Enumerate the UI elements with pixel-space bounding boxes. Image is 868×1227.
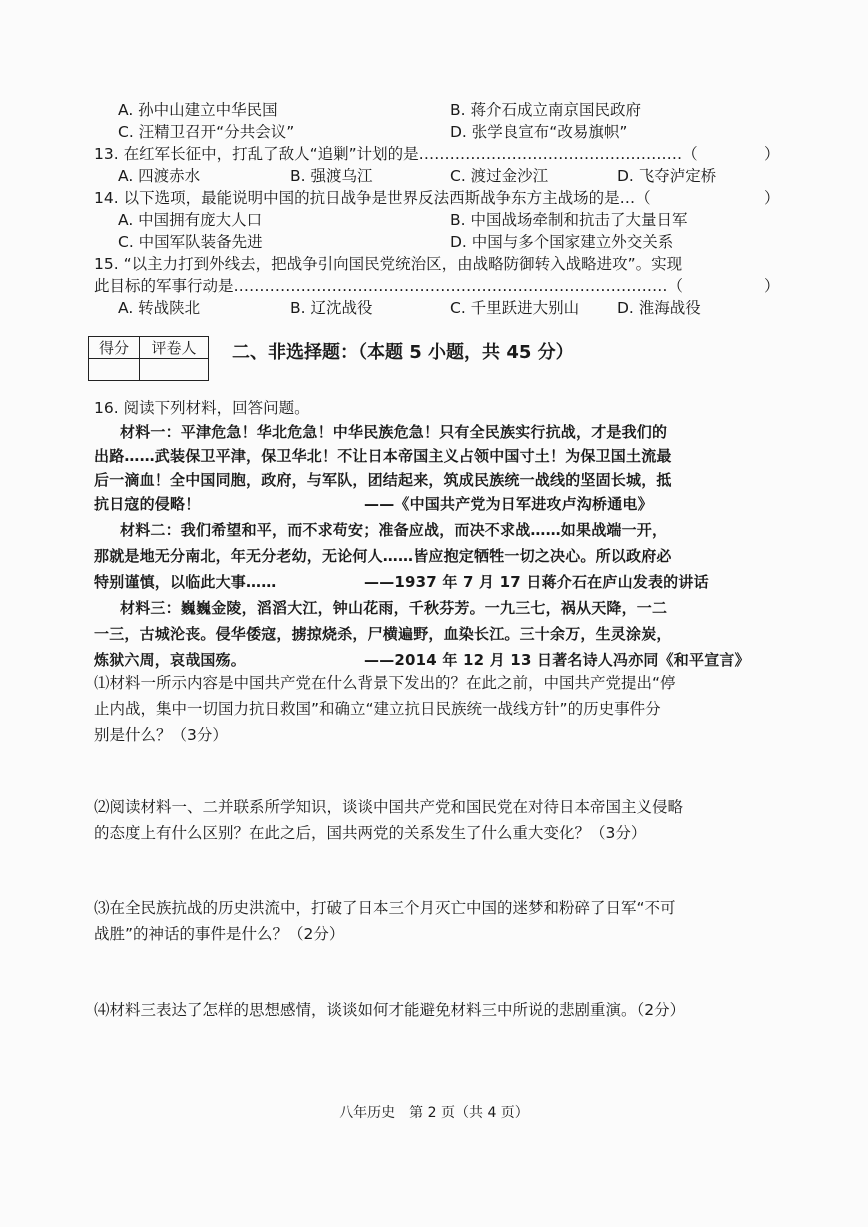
q13-option-b: B. 强渡乌江 [290,167,373,185]
q13-option-c: C. 渡过金沙江 [450,167,549,185]
score-table [88,336,209,381]
section-title: 二、非选择题：（本题 5 小题，共 45 分） [232,342,574,363]
q15-answer-paren: ） [764,277,780,295]
material2-line2: 那就是地无分南北，年无分老幼，无论何人……皆应抱定牺牲一切之决心。所以政府必 [94,547,672,565]
q15-option-b: B. 辽沈战役 [290,299,373,317]
q16-sub3-line2: 战胜”的神话的事件是什么？（2分） [94,925,345,943]
q14-answer-paren: ） [764,189,780,207]
score-cell[interactable] [89,359,140,381]
q14-option-b: B. 中国战场牵制和抗击了大量日军 [450,211,688,229]
q13-answer-paren: ） [764,145,780,163]
q14-stem: 14. 以下选项，最能说明中国的抗日战争是世界反法西斯战争东方主战场的是…（ [94,189,651,207]
q12-option-b: B. 蒋介石成立南京国民政府 [450,101,641,119]
q15-option-a: A. 转战陕北 [118,299,201,317]
page-footer: 八年历史 第 2 页（共 4 页） [339,1105,529,1121]
material1-line2: 出路……武装保卫平津，保卫华北！不让日本帝国主义占领中国寸土！为保卫国土流最 [94,447,672,465]
q16-sub1-line2: 止内战，集中一切国力抗日救国”和确立“建立抗日民族统一战线方针”的历史事件分 [94,700,661,718]
material3-line1: 材料三：巍巍金陵，滔滔大江，钟山花雨，千秋芬芳。一九三七，祸从天降，一二 [120,599,668,617]
material3-line3: 炼狱六周，哀哉国殇。 [94,651,247,669]
q14-option-c: C. 中国军队装备先进 [118,233,263,251]
q12-option-d: D. 张学良宣布“改易旗帜” [450,123,628,141]
q14-option-d: D. 中国与多个国家建立外交关系 [450,233,674,251]
q14-option-a: A. 中国拥有庞大人口 [118,211,263,229]
q16-sub2-line1: ⑵阅读材料一、二并联系所学知识，谈谈中国共产党和国民党在对待日本帝国主义侵略 [94,798,684,816]
q13-stem: 13. 在红军长征中，打乱了敌人“追剿”计划的是……………………………………………（ [94,145,698,163]
material2-source: ——1937 年 7 月 17 日蒋介石在庐山发表的讲话 [364,573,709,591]
q13-option-d: D. 飞夺泸定桥 [617,167,717,185]
material1-line1: 材料一：平津危急！华北危急！中华民族危急！只有全民族实行抗战，才是我们的 [120,423,668,441]
q16-sub1-line3: 别是什么？（3分） [94,726,228,744]
q12-option-c: C. 汪精卫召开“分共会议” [118,123,295,141]
q16-sub4-line1: ⑷材料三表达了怎样的思想感情，谈谈如何才能避免材料三中所说的悲剧重演。（2分） [94,1001,686,1019]
q16-intro: 16. 阅读下列材料，回答问题。 [94,399,310,417]
material2-line3: 特别谨慎，以临此大事…… [94,573,277,591]
material1-line3: 后一滴血！全中国同胞，政府，与军队，团结起来，筑成民族统一战线的坚固长城，抵 [94,471,672,489]
material3-line2: 一三，古城沦丧。侵华倭寇，掳掠烧杀，尸横遍野，血染长江。三十余万，生灵涂炭， [94,625,672,643]
q16-sub2-line2: 的态度上有什么区别？在此之后，国共两党的关系发生了什么重大变化？（3分） [94,824,647,842]
score-header: 得分 [89,337,140,359]
material1-source: ——《中国共产党为日军进攻卢沟桥通电》 [364,495,653,513]
q13-option-a: A. 四渡赤水 [118,167,201,185]
q12-option-a: A. 孙中山建立中华民国 [118,101,278,119]
reviewer-cell[interactable] [140,359,209,381]
q15-stem-line2: 此目标的军事行动是…………………………………………………………………………（ [94,277,684,295]
q15-option-d: D. 淮海战役 [617,299,701,317]
reviewer-header: 评卷人 [140,337,209,359]
material2-line1: 材料二：我们希望和平，而不求苟安；准备应战，而决不求战……如果战端一开， [120,521,668,539]
material3-source: ——2014 年 12 月 13 日著名诗人冯亦同《和平宣言》 [364,651,750,669]
q16-sub1-line1: ⑴材料一所示内容是中国共产党在什么背景下发出的？在此之前，中国共产党提出“停 [94,674,676,692]
material1-line4: 抗日寇的侵略！ [94,495,201,513]
q16-sub3-line1: ⑶在全民族抗战的历史洪流中，打破了日本三个月灭亡中国的迷梦和粉碎了日军“不可 [94,899,676,917]
q15-option-c: C. 千里跃进大别山 [450,299,580,317]
q15-stem-line1: 15. “以主力打到外线去，把战争引向国民党统治区，由战略防御转入战略进攻”。实现 [94,255,683,273]
